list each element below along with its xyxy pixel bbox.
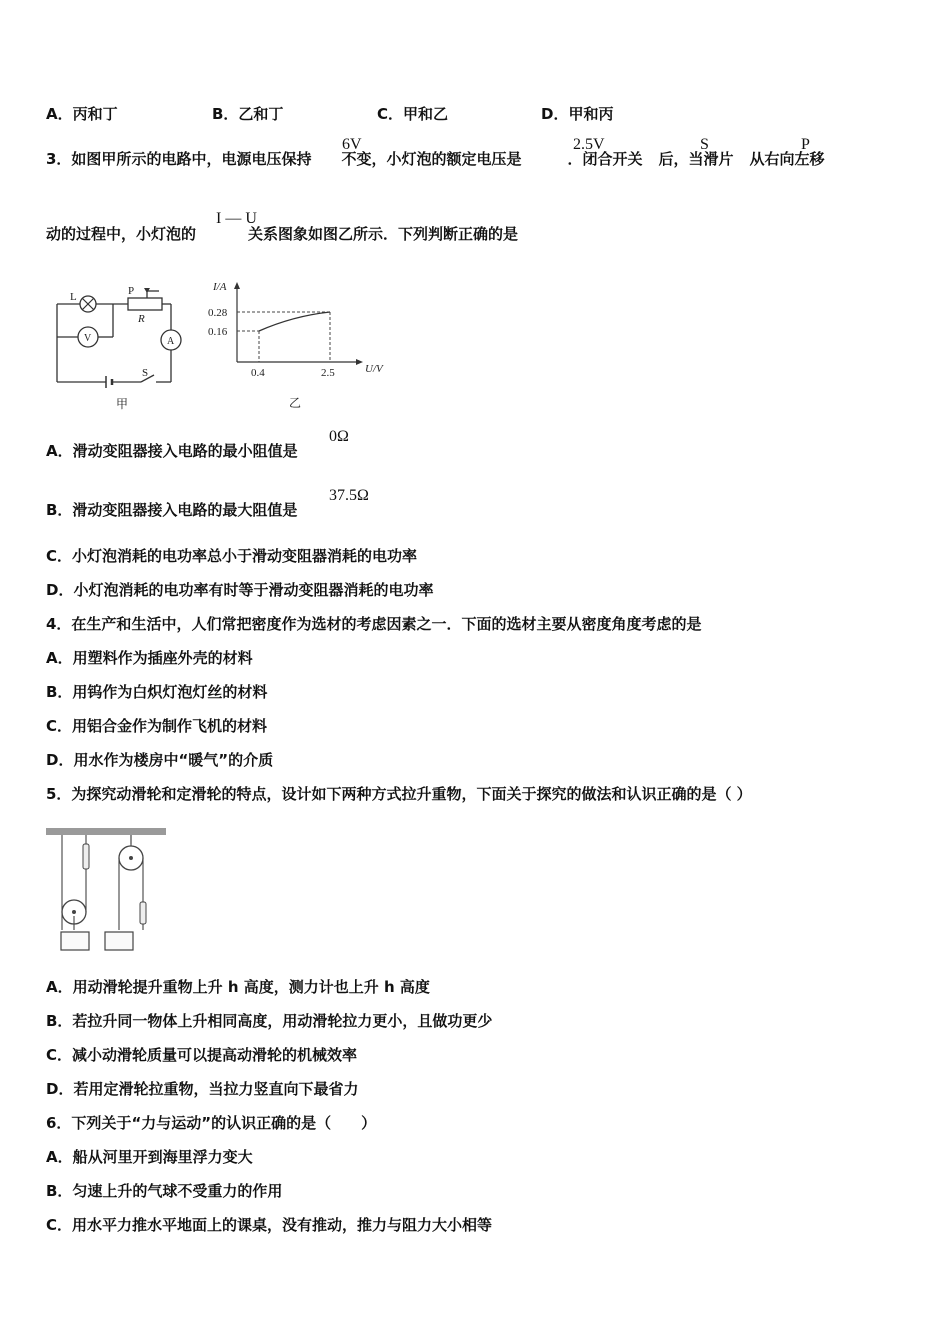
q4-option-a: A．用塑料作为插座外壳的材料: [46, 649, 253, 667]
graph-xtick-low: 0.4: [251, 367, 265, 379]
battery-icon: [106, 376, 112, 388]
q6-option-c: C．用水平力推水平地面上的课桌，没有推动，推力与阻力大小相等: [46, 1216, 493, 1234]
q3-option-a: A．滑动变阻器接入电路的最小阻值是: [46, 442, 298, 460]
q3-stem-line2: 动的过程中，小灯泡的 关系图象如图乙所示．下列判断正确的是: [46, 225, 519, 243]
circuit-label-a: A: [167, 336, 175, 347]
q5-stem: 5．为探究动滑轮和定滑轮的特点，设计如下两种方式拉升重物，下面关于探究的做法和认识正确的是（ ）: [46, 785, 752, 803]
graph-ytick-low: 0.16: [208, 326, 228, 338]
q3-option-a-value: 0Ω: [329, 428, 349, 445]
q4-option-d: D．用水作为楼房中“暖气”的介质: [46, 751, 274, 769]
weight-right-icon: [105, 932, 133, 950]
q3-switch-symbol: S: [700, 136, 709, 153]
weight-left-icon: [61, 932, 89, 950]
q6-stem: 6．下列关于“力与运动”的认识正确的是（ ）: [46, 1114, 377, 1132]
q3-rated-voltage: 2.5V: [573, 136, 605, 153]
q4-option-c: C．用铝合金作为制作飞机的材料: [46, 717, 268, 735]
iu-curve: [259, 312, 330, 331]
graph-caption: 乙: [289, 396, 302, 410]
spring-scale-left-icon: [83, 844, 89, 869]
graph-ytick-high: 0.28: [208, 307, 228, 319]
q3-option-b-value: 37.5Ω: [329, 487, 369, 504]
q6-option-a: A．船从河里开到海里浮力变大: [46, 1148, 253, 1166]
pulley-figure: [46, 824, 171, 959]
q3-slider-symbol: P: [801, 136, 810, 153]
graph-xtick-high: 2.5: [321, 367, 335, 379]
q5-option-c: C．减小动滑轮质量可以提高动滑轮的机械效率: [46, 1046, 358, 1064]
q3-supply-voltage: 6V: [342, 136, 362, 153]
q2-option-a: A．丙和丁: [46, 105, 118, 123]
q4-option-b: B．用钨作为白炽灯泡灯丝的材料: [46, 683, 268, 701]
circuit-diagram: [46, 275, 196, 415]
iu-graph: [205, 275, 390, 415]
q2-option-b: B．乙和丁: [212, 105, 284, 123]
q4-stem: 4．在生产和生活中，人们常把密度作为选材的考虑因素之一．下面的选材主要从密度角度考虑的是: [46, 615, 702, 633]
q6-option-b: B．匀速上升的气球不受重力的作用: [46, 1182, 283, 1200]
circuit-label-v: V: [84, 333, 92, 344]
graph-xlabel: U/V: [365, 363, 383, 375]
q3-stem-line1: 3．如图甲所示的电路中，电源电压保持 不变，小灯泡的额定电压是 ．闭合开关 后，当滑片 从右向左移: [46, 150, 825, 168]
q3-option-d: D．小灯泡消耗的电功率有时等于滑动变阻器消耗的电功率: [46, 581, 434, 599]
graph-ylabel: I/A: [213, 281, 227, 293]
circuit-caption: 甲: [116, 397, 129, 411]
fixed-pulley-icon: [119, 835, 143, 870]
y-axis-arrow-icon: [234, 282, 240, 289]
circuit-label-s: S: [142, 367, 149, 379]
q2-option-c: C．甲和乙: [377, 105, 449, 123]
lamp-icon: [80, 296, 96, 312]
q3-option-c: C．小灯泡消耗的电功率总小于滑动变阻器消耗的电功率: [46, 547, 418, 565]
q3-iu-symbol: I — U: [216, 210, 257, 227]
q5-option-a: A．用动滑轮提升重物上升 h 高度，测力计也上升 h 高度: [46, 978, 430, 996]
q3-option-b: B．滑动变阻器接入电路的最大阻值是: [46, 501, 298, 519]
spring-scale-right-icon: [140, 902, 146, 924]
circuit-label-r: R: [138, 313, 145, 325]
x-axis-arrow-icon: [356, 359, 363, 365]
q2-option-d: D．甲和丙: [541, 105, 614, 123]
q5-option-d: D．若用定滑轮拉重物，当拉力竖直向下最省力: [46, 1080, 359, 1098]
q5-option-b: B．若拉升同一物体上升相同高度，用动滑轮拉力更小，且做功更少: [46, 1012, 493, 1030]
ceiling-beam: [46, 828, 166, 835]
circuit-label-p: P: [128, 285, 135, 297]
circuit-label-l: L: [70, 291, 77, 303]
